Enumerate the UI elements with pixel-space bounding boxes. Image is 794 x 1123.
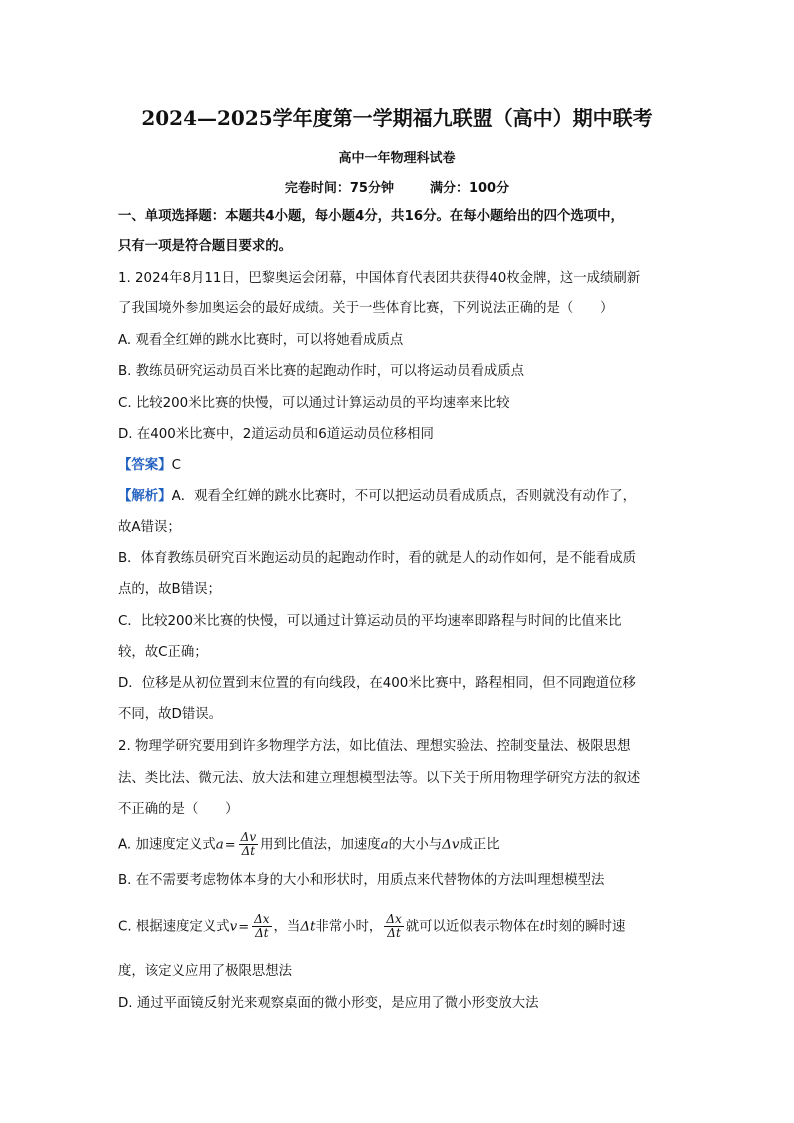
analysis-text-1: A．观看全红婵的跳水比赛时，不可以把运动员看成质点，否则就没有动作了， [171, 489, 637, 504]
answer-value: C [171, 458, 181, 473]
fraction-dx-dt-2: $\frac{\Delta x}{\Delta t}$ [386, 912, 402, 940]
q2-option-b: B. 在不需要考虑物体本身的大小和形状时，用质点来代替物体的方法叫理想模型法 [118, 873, 605, 888]
fraction-dx-dt: $\frac{\Delta x}{\Delta t}$ [254, 912, 270, 940]
q1-stem-line1: 1. 2024年8月11日，巴黎奥运会闭幕，中国体育代表团共获得40枚金牌，这一成绩刷新 [118, 271, 641, 286]
var-a: a [215, 837, 224, 853]
q1-stem-line2: 了我国境外参加奥运会的最好成绩。关于一些体育比赛，下列说法正确的是（ ） [118, 301, 614, 316]
q2-option-c: C. 根据速度定义式v= $\frac{\Delta x}{\Delta t}$ ，当Δt非常小时， $\frac{\Delta x}{\Delta t}$ 就可以近似表示物体在t时刻的瞬时速 [118, 912, 626, 940]
q1-analysis-line7: D．位移是从初位置到末位置的有向线段，在400米比赛中，路程相同，但不同跑道位移 [118, 676, 636, 691]
answer-label: 【答案】 [118, 458, 172, 473]
q1-analysis-line2: 故A错误； [118, 520, 181, 535]
section-heading-line1: 一、单项选择题：本题共4小题，每小题4分，共16分。在每小题给出的四个选项中， [118, 209, 624, 224]
q1-option-b: B. 教练员研究运动员百米比赛的起跑动作时，可以将运动员看成质点 [118, 364, 525, 379]
q1-analysis-line1 [118, 488, 636, 506]
exam-meta [0, 177, 794, 196]
q2-stem-line2: 法、类比法、微元法、放大法和建立理想模型法等。以下关于所用物理学研究方法的叙述 [118, 771, 641, 786]
q2-option-d: D. 通过平面镜反射光来观察桌面的微小形变，是应用了微小形变放大法 [118, 996, 539, 1011]
q2-option-a: A. 加速度定义式a= $\frac{\Delta v}{\Delta t}$ 用到比值法，加速度a的大小与Δv成正比 [118, 830, 500, 858]
exam-title: 2024—2025学年度第一学期福九联盟（高中）期中联考 [141, 106, 653, 130]
q2-stem-line3: 不正确的是（ ） [118, 802, 239, 817]
fraction-dv-dt: $\frac{\Delta v}{\Delta t}$ [240, 830, 257, 858]
q2-option-c-line2: 度，该定义应用了极限思想法 [118, 964, 293, 979]
q2-stem-line1: 2. 物理学研究要用到许多物理学方法，如比值法、理想实验法、控制变量法、极限思想 [118, 739, 631, 754]
exam-subtitle: 高中一年物理科试卷 [338, 151, 456, 166]
q1-option-c: C. 比较200米比赛的快慢，可以通过计算运动员的平均速率来比较 [118, 396, 510, 411]
q1-analysis-line8: 不同，故D错误。 [118, 707, 223, 722]
q1-analysis-line3: B．体育教练员研究百米跑运动员的起跑动作时，看的就是人的动作如何，是不能看成质 [118, 551, 637, 566]
q1-analysis-line6: 较，故C正确； [118, 645, 208, 660]
q1-answer [118, 457, 181, 475]
q1-analysis-line4: 点的，故B错误； [118, 582, 221, 597]
section-heading-line2: 只有一项是符合题目要求的。 [118, 239, 293, 254]
exam-time: 完卷时间：75分钟 [284, 181, 394, 196]
analysis-label: 【解析】 [118, 489, 172, 504]
q1-analysis-line5: C．比较200米比赛的快慢，可以通过计算运动员的平均速率即路程与时间的比值来比 [118, 614, 622, 629]
exam-score: 满分：100分 [429, 181, 510, 196]
q1-option-d: D. 在400米比赛中，2道运动员和6道运动员位移相同 [118, 427, 434, 442]
q1-option-a: A. 观看全红婵的跳水比赛时，可以将她看成质点 [118, 333, 404, 348]
